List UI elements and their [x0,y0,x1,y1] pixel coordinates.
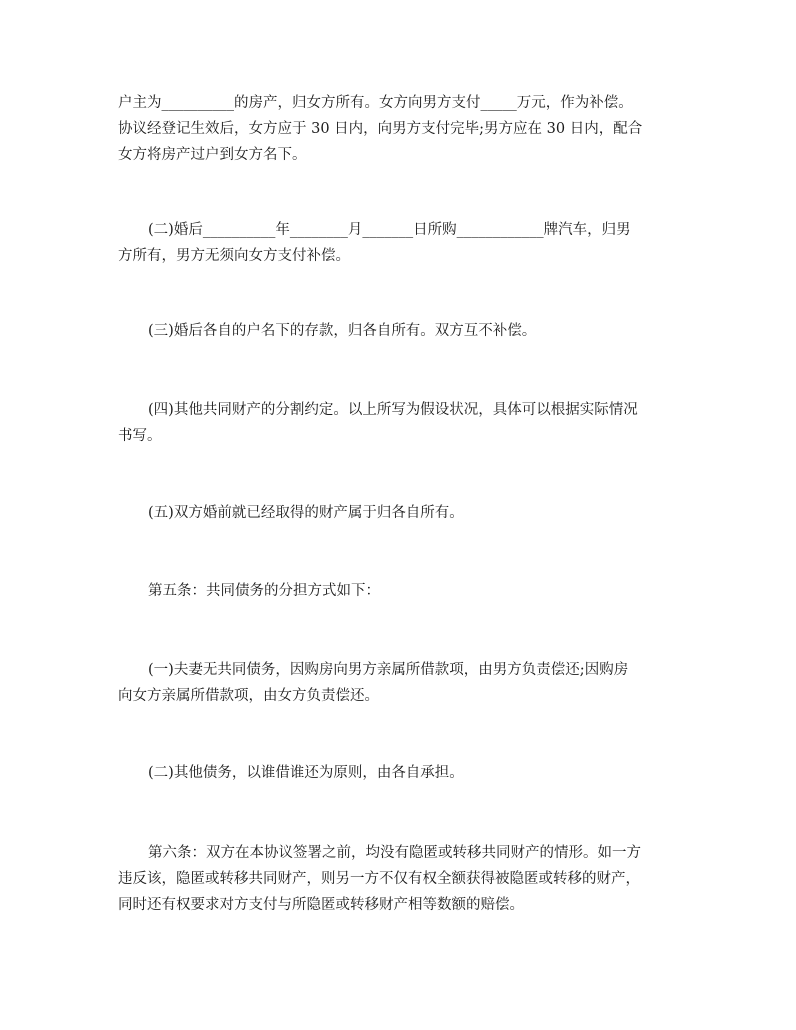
paragraph-car-ownership [118,217,684,269]
text-line: (一)夫妻无共同债务，因购房向男方亲属所借款项，由男方负责偿还;因购房 [148,662,629,678]
text-line: 书写。 [118,428,162,444]
text-line: 协议经登记生效后，女方应于 30 日内，向男方支付完毕;男方应在 30 日内，配合 [118,121,643,137]
text-line: 向女方亲属所借款项，由女方负责偿还。 [118,688,379,704]
paragraph-premarital-property [118,500,684,526]
text-line: (五)双方婚前就已经取得的财产属于归各自所有。 [148,505,464,521]
text-line: (三)婚后各自的户名下的存款，归各自所有。双方互不补偿。 [148,323,537,339]
text-line: 第六条：双方在本协议签署之前，均没有隐匿或转移共同财产的情形。如一方 [148,845,641,861]
text-line: 第五条：共同债务的分担方式如下： [148,583,380,599]
text-line: 同时还有权要求对方支付与所隐匿或转移财产相等数额的赔偿。 [118,897,524,913]
paragraph-other-debts [118,760,684,786]
text-line: 违反该，隐匿或转移共同财产，则另一方不仅有权全额获得被隐匿或转移的财产， [118,871,640,887]
text-line: (二)其他债务，以谁借谁还为原则，由各自承担。 [148,765,464,781]
text-line: 户主为__________的房产，归女方所有。女方向男方支付_____万元，作为补偿。 [118,95,633,111]
paragraph-no-joint-debt [118,657,684,709]
text-line: 女方将房产过户到女方名下。 [118,147,307,163]
text-line: (二)婚后__________年________月_______日所购____________牌汽车，归男 [148,222,631,238]
article-five-heading [118,578,684,604]
article-six [118,840,684,918]
paragraph-other-property [118,397,684,449]
paragraph-deposits [118,318,684,344]
text-line: 方所有，男方无须向女方支付补偿。 [118,248,350,264]
paragraph-house-ownership [118,90,684,168]
text-line: (四)其他共同财产的分割约定。以上所写为假设状况，具体可以根据实际情况 [148,402,638,418]
